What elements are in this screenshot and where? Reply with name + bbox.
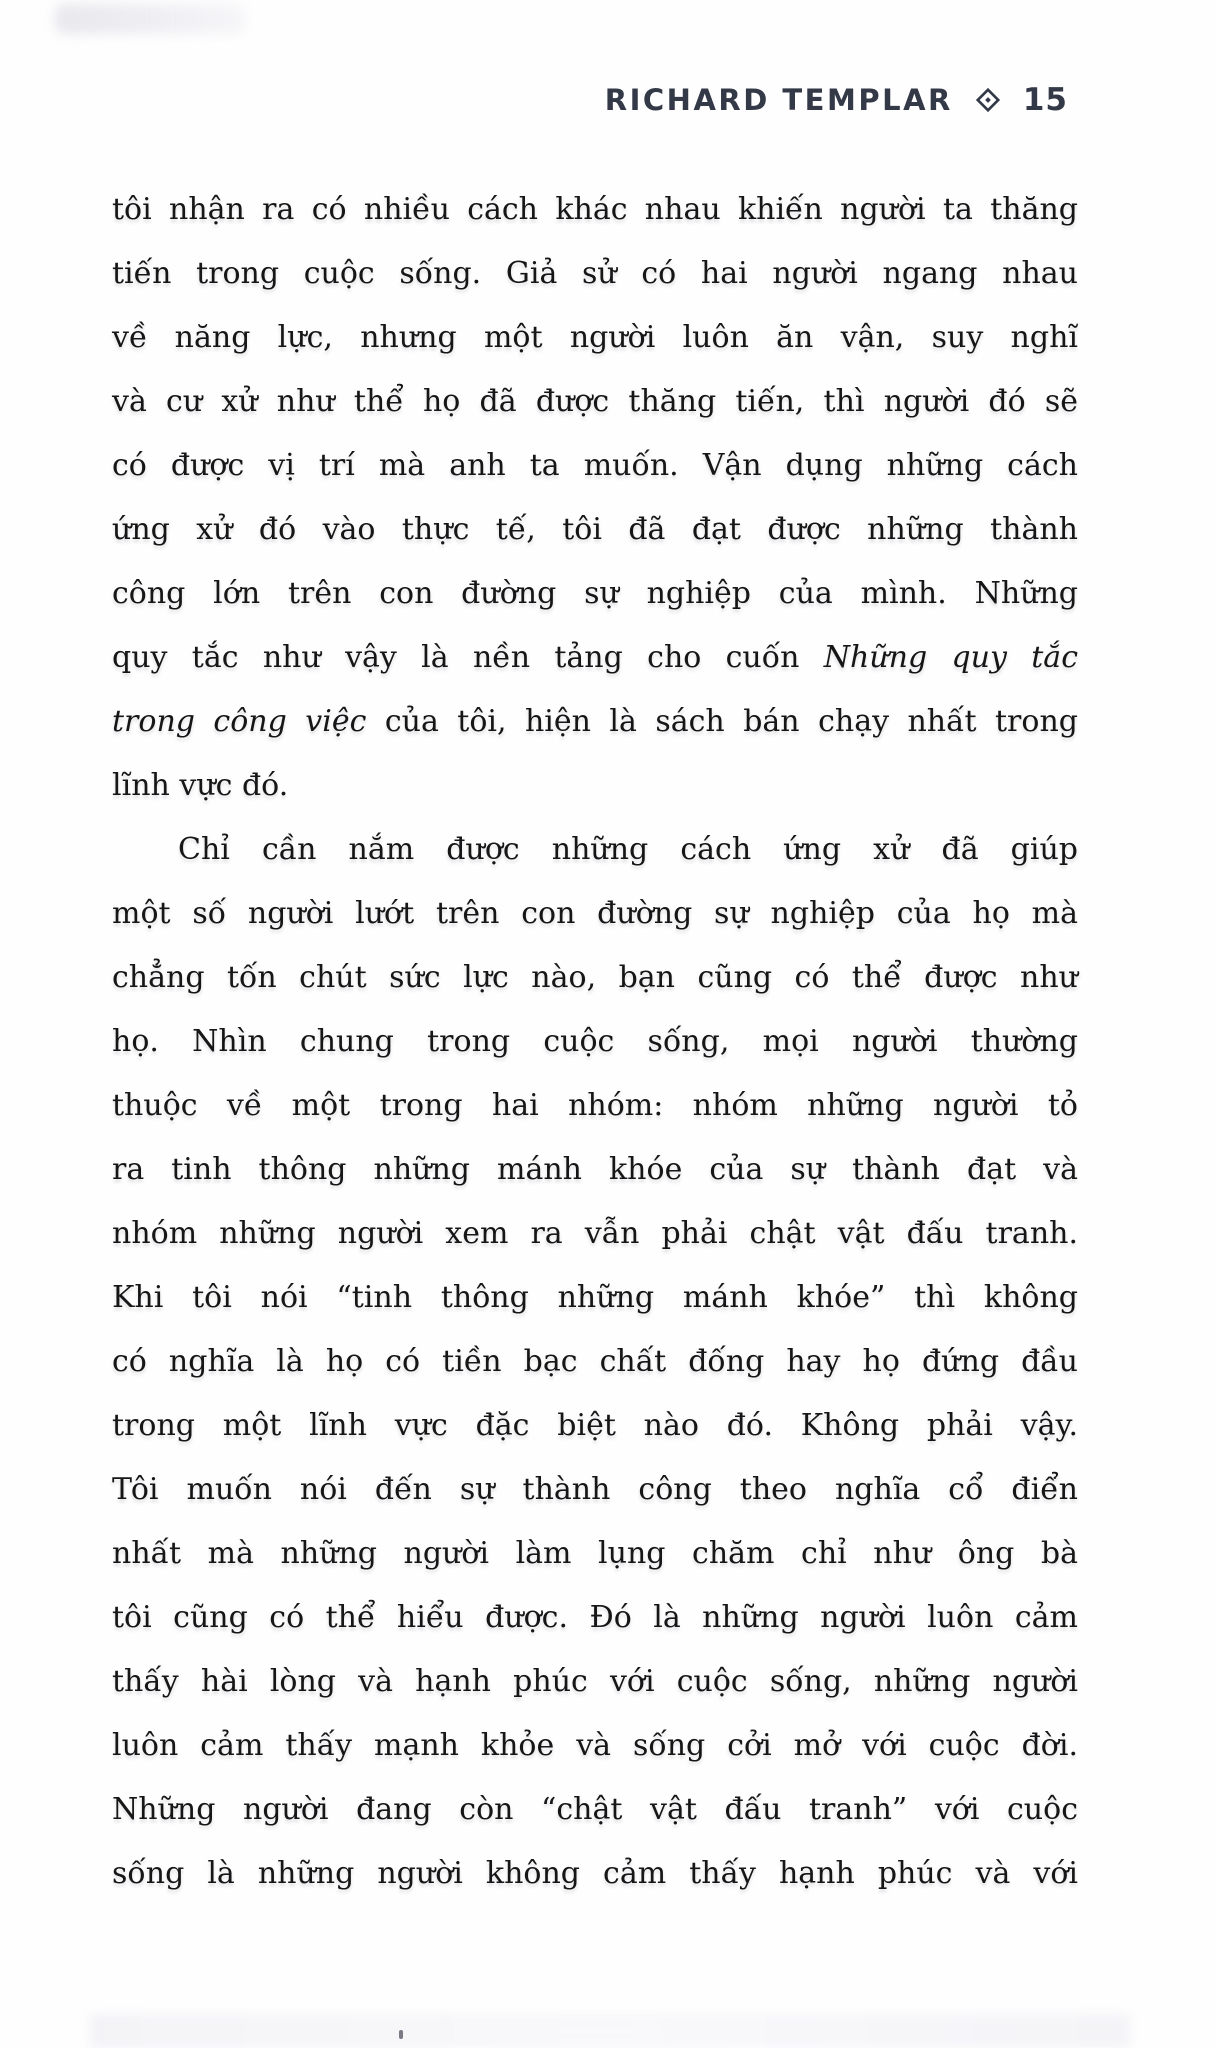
text-line: [112, 1842, 1078, 1906]
text-line: [112, 754, 1078, 818]
running-header: [605, 82, 1068, 118]
italic-text-segment: trong công việc: [112, 704, 367, 739]
italic-text-segment: Những quy tắc: [823, 640, 1078, 675]
text-line: [112, 1138, 1078, 1202]
text-line: [112, 626, 1078, 690]
text-segment: Khi tôi nói “tinh thông những mánh khóe” thì không: [112, 1280, 1078, 1315]
text-line: [112, 1330, 1078, 1394]
text-segment: Những người đang còn “chật vật đấu tranh” với cuộc: [112, 1792, 1078, 1827]
text-segment: luôn cảm thấy mạnh khỏe và sống cởi mở với cuộc đời.: [112, 1728, 1078, 1763]
text-line: [112, 1074, 1078, 1138]
text-segment: nhóm những người xem ra vẫn phải chật vật đấu tranh.: [112, 1216, 1078, 1251]
text-segment: của tôi, hiện là sách bán chạy nhất trong: [366, 704, 1078, 739]
text-segment: có nghĩa là họ có tiền bạc chất đống hay họ đứng đầu: [112, 1344, 1078, 1379]
scan-ghosting: [90, 2014, 1130, 2048]
text-segment: và cư xử như thể họ đã được thăng tiến, thì người đó sẽ: [112, 384, 1078, 419]
text-segment: chẳng tốn chút sức lực nào, bạn cũng có thể được như: [112, 960, 1078, 995]
text-line: [112, 306, 1078, 370]
page-number: 15: [1022, 82, 1068, 118]
text-segment: sống là những người không cảm thấy hạnh phúc và với: [112, 1856, 1078, 1891]
text-segment: nhất mà những người làm lụng chăm chỉ như ông bà: [112, 1536, 1078, 1571]
text-line: [112, 1778, 1078, 1842]
text-segment: Chỉ cần nắm được những cách ứng xử đã giúp: [178, 832, 1078, 867]
text-line: [112, 1714, 1078, 1778]
text-segment: một số người lướt trên con đường sự nghiệp của họ mà: [112, 896, 1078, 931]
author-name: RICHARD TEMPLAR: [604, 83, 953, 117]
text-segment: có được vị trí mà anh ta muốn. Vận dụng những cách: [112, 448, 1078, 483]
text-line: [112, 498, 1078, 562]
text-segment: Tôi muốn nói đến sự thành công theo nghĩa cổ điển: [112, 1472, 1078, 1507]
text-line: [112, 562, 1078, 626]
text-segment: thuộc về một trong hai nhóm: nhóm những người tỏ: [112, 1088, 1078, 1123]
text-line: [112, 1394, 1078, 1458]
body-text: [112, 178, 1078, 1906]
text-line: [112, 1458, 1078, 1522]
text-line: [112, 1650, 1078, 1714]
text-line: [112, 690, 1078, 754]
text-line: [112, 882, 1078, 946]
text-line: [112, 370, 1078, 434]
text-segment: tiến trong cuộc sống. Giả sử có hai người ngang nhau: [112, 256, 1078, 291]
text-line: [112, 946, 1078, 1010]
text-line: [112, 178, 1078, 242]
text-segment: lĩnh vực đó.: [112, 768, 289, 803]
text-line: [112, 434, 1078, 498]
text-segment: ra tinh thông những mánh khóe của sự thành đạt và: [112, 1152, 1078, 1187]
text-line: [112, 1266, 1078, 1330]
text-segment: trong một lĩnh vực đặc biệt nào đó. Không phải vậy.: [112, 1408, 1078, 1443]
text-line: [112, 1010, 1078, 1074]
text-segment: họ. Nhìn chung trong cuộc sống, mọi người thường: [112, 1024, 1078, 1059]
text-segment: tôi nhận ra có nhiều cách khác nhau khiến người ta thăng: [112, 192, 1078, 227]
text-segment: tôi cũng có thể hiểu được. Đó là những người luôn cảm: [112, 1600, 1078, 1635]
text-line: [112, 1522, 1078, 1586]
scan-smudge: [55, 4, 245, 34]
text-line: [112, 818, 1078, 882]
diamond-icon: [973, 85, 1003, 115]
scan-dot: [399, 2030, 403, 2039]
text-segment: thấy hài lòng và hạnh phúc với cuộc sống, những người: [112, 1664, 1078, 1699]
text-line: [112, 1586, 1078, 1650]
text-segment: về năng lực, nhưng một người luôn ăn vận, suy nghĩ: [112, 320, 1078, 355]
text-line: [112, 1202, 1078, 1266]
text-line: [112, 242, 1078, 306]
text-segment: công lớn trên con đường sự nghiệp của mình. Những: [112, 576, 1078, 611]
text-segment: quy tắc như vậy là nền tảng cho cuốn: [112, 640, 824, 675]
text-segment: ứng xử đó vào thực tế, tôi đã đạt được những thành: [112, 512, 1078, 547]
